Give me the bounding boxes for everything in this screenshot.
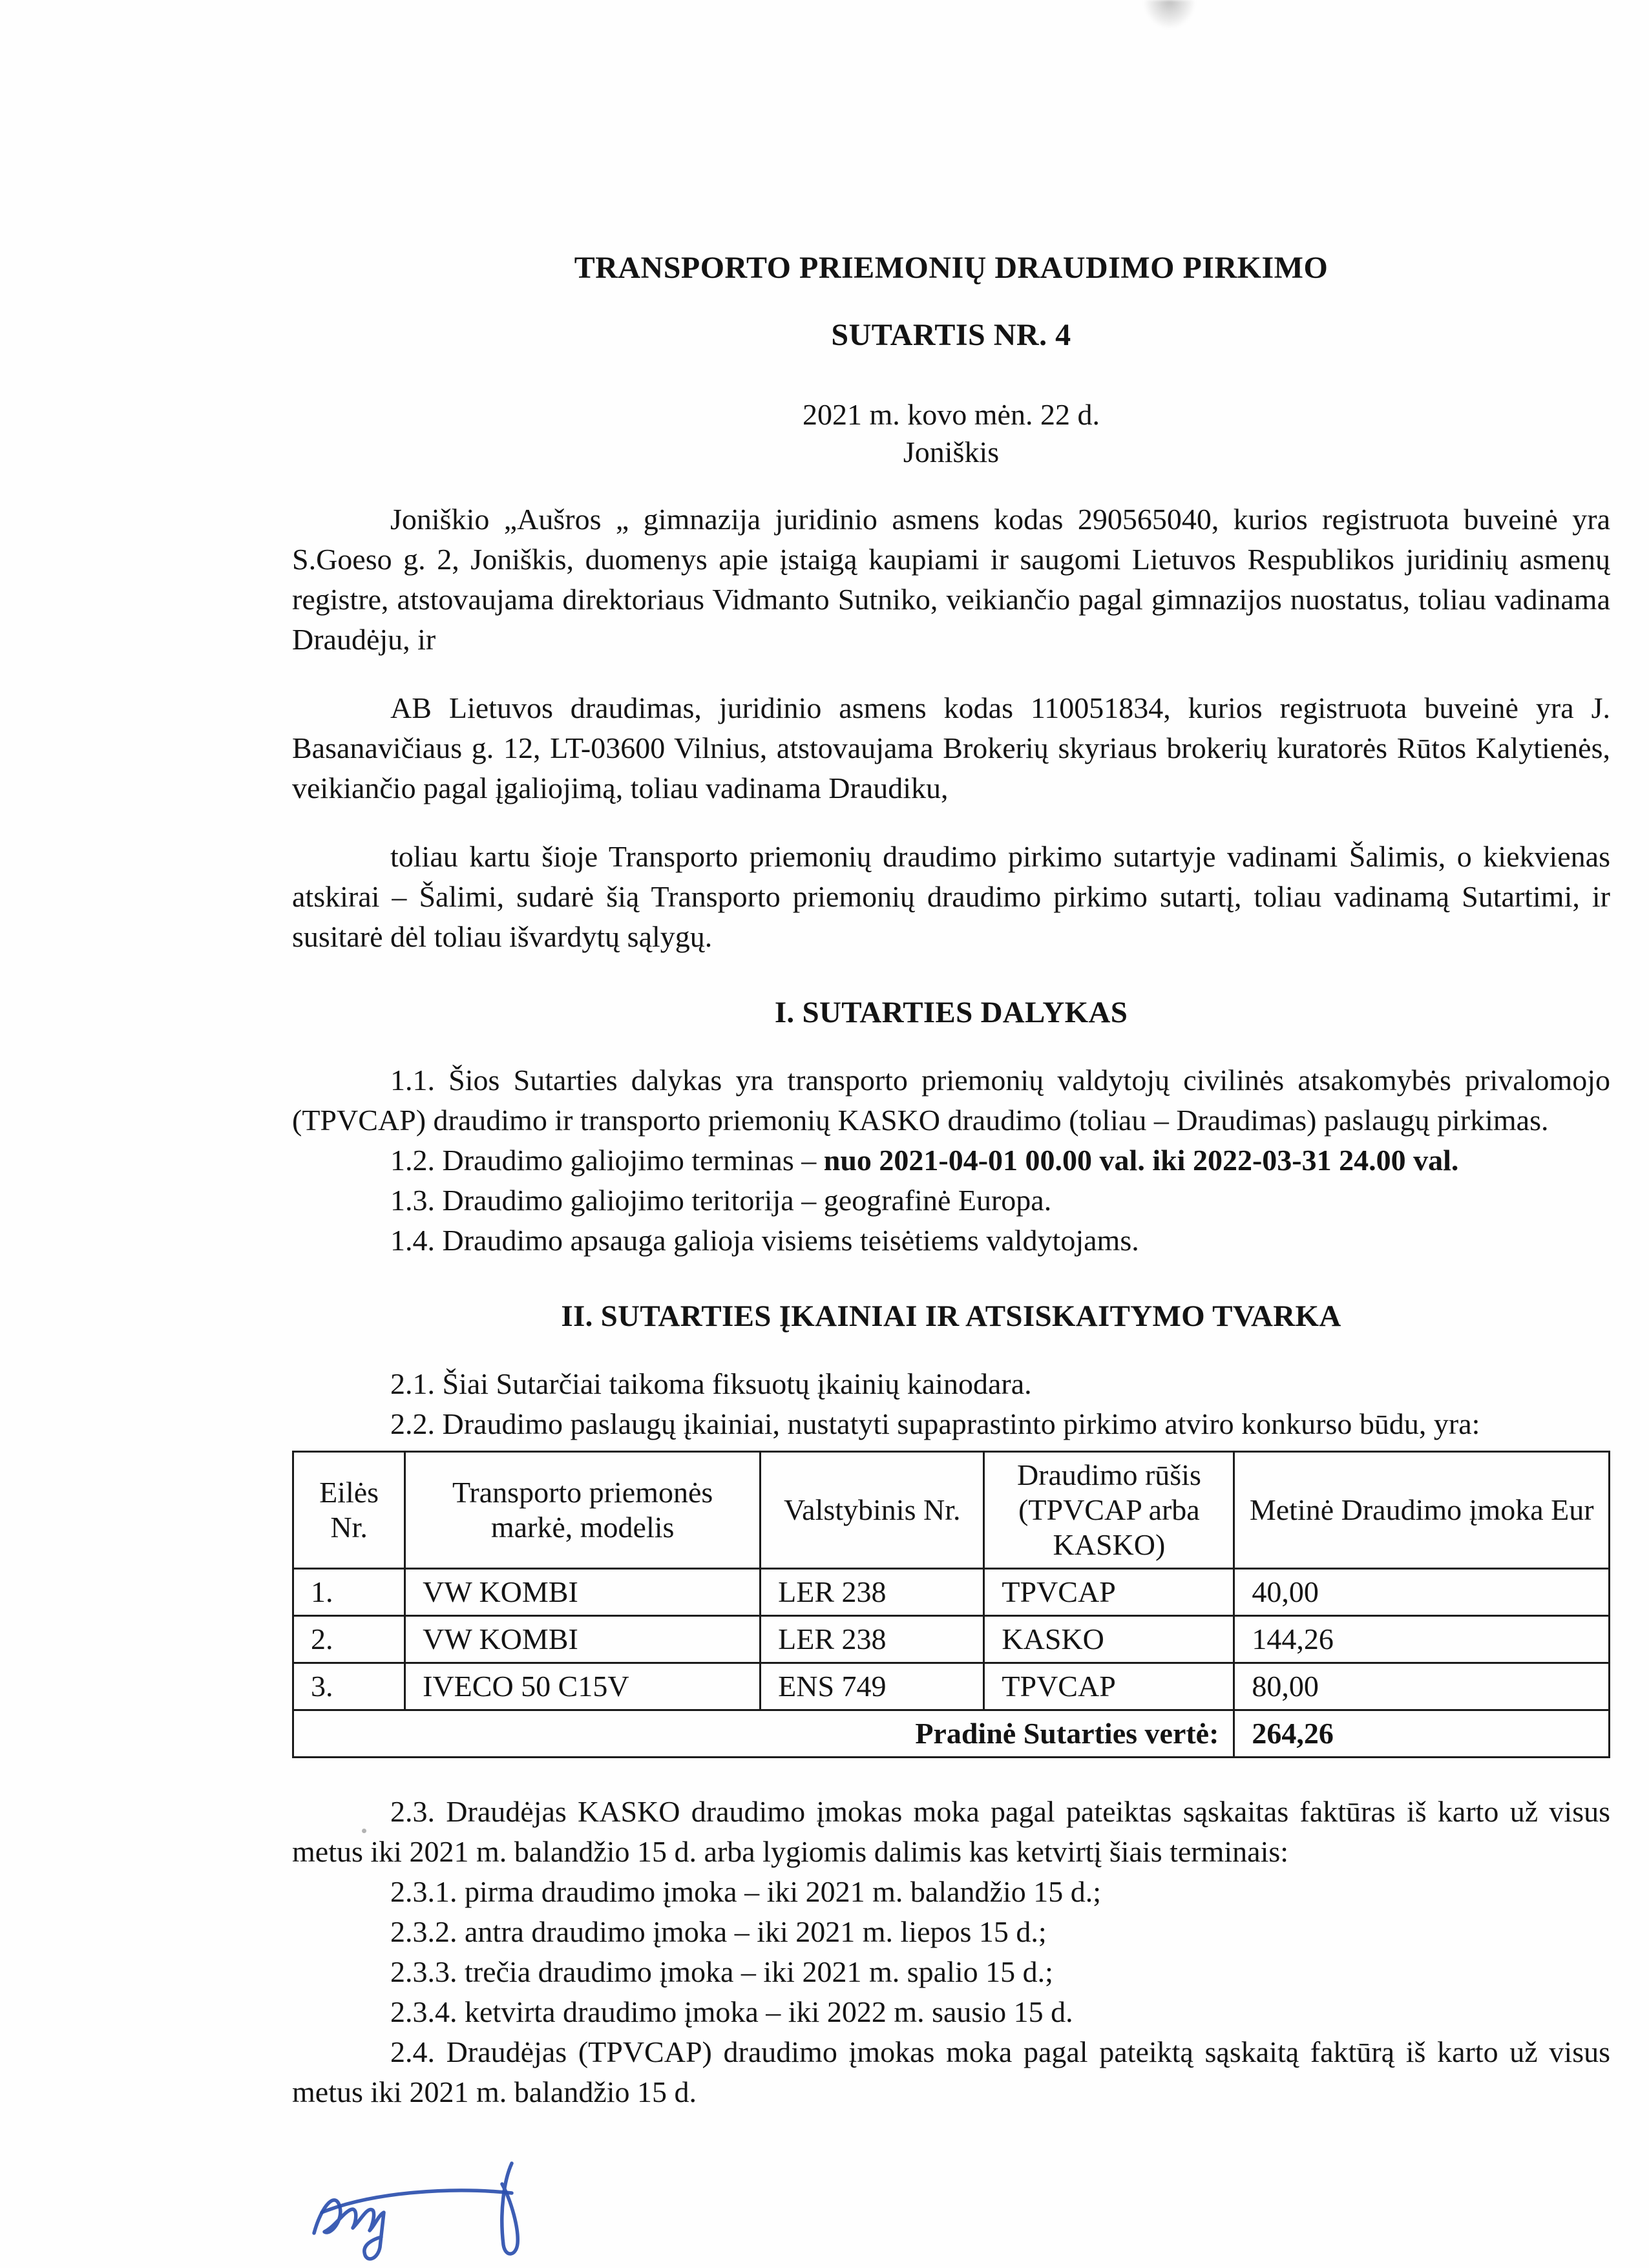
table-row xyxy=(293,1663,1610,1710)
handwritten-signature xyxy=(302,2150,541,2267)
cell-row-number: 2. xyxy=(293,1616,405,1663)
intro-paragraph-insurer: AB Lietuvos draudimas, juridinio asmens kodas 110051834, kurios registruota buveinė yra J. Basanavičiaus g. 12, LT-03600 Vilnius, atstovaujama Brokerių skyriaus brokerių kuratorės Rūtos Kalytienės, veikiančio pagal įgaliojimą, toliau vadinama Draudiku, xyxy=(292,691,1610,804)
cell-row-number: 3. xyxy=(293,1663,405,1710)
section-2-heading: II. SUTARTIES ĮKAINIAI IR ATSISKAITYMO TVARKA xyxy=(561,1299,1341,1333)
col-header-insurance-type: Draudimo rūšis (TPVCAP arba KASKO) xyxy=(984,1452,1234,1569)
insurance-rates-table xyxy=(292,1451,1610,1758)
cell-vehicle: VW KOMBI xyxy=(405,1569,761,1616)
cell-vehicle: IVECO 50 C15V xyxy=(405,1663,761,1710)
document-title-line2: SUTARTIS NR. 4 xyxy=(831,318,1071,352)
cell-vehicle: VW KOMBI xyxy=(405,1616,761,1663)
clause-1-2 xyxy=(292,1140,1610,1181)
clause-1-2-term-bold: nuo 2021-04-01 00.00 val. iki 2022-03-31 24.00 val. xyxy=(823,1144,1459,1177)
signature-stroke-letters xyxy=(314,2200,384,2259)
clause-2-3: 2.3. Draudėjas KASKO draudimo įmokas moka pagal pateiktas sąskaitas faktūras iš karto už visus metus iki 2021 m. balandžio 15 d. arba lygiomis dalimis kas ketvirtį šiais terminais: xyxy=(292,1795,1610,1868)
intro-paragraph-parties: toliau kartu šioje Transporto priemonių draudimo pirkimo sutartyje vadinami Šalimis, o kiekvienas atskirai – Šalimi, sudarė šią Transporto priemonių draudimo pirkimo sutartį, toliau vadinamą Sutartimi, ir susitarė dėl toliau išvardytų sąlygų. xyxy=(292,840,1610,953)
cell-premium: 40,00 xyxy=(1234,1569,1610,1616)
clause-1-3: 1.3. Draudimo galiojimo teritorija – geografinė Europa. xyxy=(390,1184,1052,1217)
clause-1-1: 1.1. Šios Sutarties dalykas yra transporto priemonių valdytojų civilinės atsakomybės privalomojo (TPVCAP) draudimo ir transporto priemonių KASKO draudimo (toliau – Draudimas) paslaugų pirkimas. xyxy=(292,1064,1610,1137)
cell-premium: 80,00 xyxy=(1234,1663,1610,1710)
document-date: 2021 m. kovo mėn. 22 d. xyxy=(803,398,1100,431)
clause-2-3-4: 2.3.4. ketvirta draudimo įmoka – iki 2022 m. sausio 15 d. xyxy=(390,1995,1073,2028)
col-header-annual-premium: Metinė Draudimo įmoka Eur xyxy=(1234,1452,1610,1569)
clause-1-4: 1.4. Draudimo apsauga galioja visiems teisėtiems valdytojams. xyxy=(390,1224,1139,1257)
document-title-line1: TRANSPORTO PRIEMONIŲ DRAUDIMO PIRKIMO xyxy=(574,251,1329,285)
clause-2-4: 2.4. Draudėjas (TPVCAP) draudimo įmokas moka pagal pateiktą sąskaitą faktūrą iš karto už visus metus iki 2021 m. balandžio 15 d. xyxy=(292,2035,1610,2108)
cell-row-number: 1. xyxy=(293,1569,405,1616)
clause-1-2-text: 1.2. Draudimo galiojimo terminas – xyxy=(390,1144,824,1177)
cell-insurance-type: TPVCAP xyxy=(984,1569,1234,1616)
table-footer-row xyxy=(293,1710,1610,1758)
table-row xyxy=(293,1569,1610,1616)
clause-2-2: 2.2. Draudimo paslaugų įkainiai, nustatyti supaprastinto pirkimo atviro konkurso būdu, yra: xyxy=(390,1407,1480,1440)
cell-insurance-type: TPVCAP xyxy=(984,1663,1234,1710)
cell-plate: ENS 749 xyxy=(761,1663,984,1710)
col-header-vehicle-make-model: Transporto priemonės markė, modelis xyxy=(405,1452,761,1569)
col-header-row-number: Eilės Nr. xyxy=(293,1452,405,1569)
document-place: Joniškis xyxy=(903,436,1000,468)
cell-insurance-type: KASKO xyxy=(984,1616,1234,1663)
col-header-plate-number: Valstybinis Nr. xyxy=(761,1452,984,1569)
initial-contract-value: 264,26 xyxy=(1234,1710,1610,1758)
table-row xyxy=(293,1616,1610,1663)
cell-premium: 144,26 xyxy=(1234,1616,1610,1663)
table-header-row xyxy=(293,1452,1610,1569)
document-content xyxy=(292,249,1610,2112)
initial-contract-value-label: Pradinė Sutarties vertė: xyxy=(293,1710,1234,1758)
intro-paragraph-insured: Joniškio „Aušros „ gimnazija juridinio asmens kodas 290565040, kurios registruota buveinė yra S.Goeso g. 2, Joniškis, duomenys apie įstaigą kaupiami ir saugomi Lietuvos Respublikos juridinių asmenų registre, atstovaujama direktoriaus Vidmanto Sutniko, veikiančio pagal gimnazijos nuostatus, toliau vadinama Draudėju, ir xyxy=(292,503,1610,656)
signature-stroke-flourish xyxy=(502,2163,518,2254)
clause-2-3-3: 2.3.3. trečia draudimo įmoka – iki 2021 m. spalio 15 d.; xyxy=(390,1955,1053,1988)
section-1-heading: I. SUTARTIES DALYKAS xyxy=(774,996,1128,1029)
clause-2-1: 2.1. Šiai Sutarčiai taikoma fiksuotų įkainių kainodara. xyxy=(390,1367,1032,1400)
cell-plate: LER 238 xyxy=(761,1569,984,1616)
scan-artifact-smudge xyxy=(1144,0,1195,28)
clause-2-3-2: 2.3.2. antra draudimo įmoka – iki 2021 m. liepos 15 d.; xyxy=(390,1915,1047,1948)
cell-plate: LER 238 xyxy=(761,1616,984,1663)
clause-2-3-1: 2.3.1. pirma draudimo įmoka – iki 2021 m. balandžio 15 d.; xyxy=(390,1875,1102,1908)
